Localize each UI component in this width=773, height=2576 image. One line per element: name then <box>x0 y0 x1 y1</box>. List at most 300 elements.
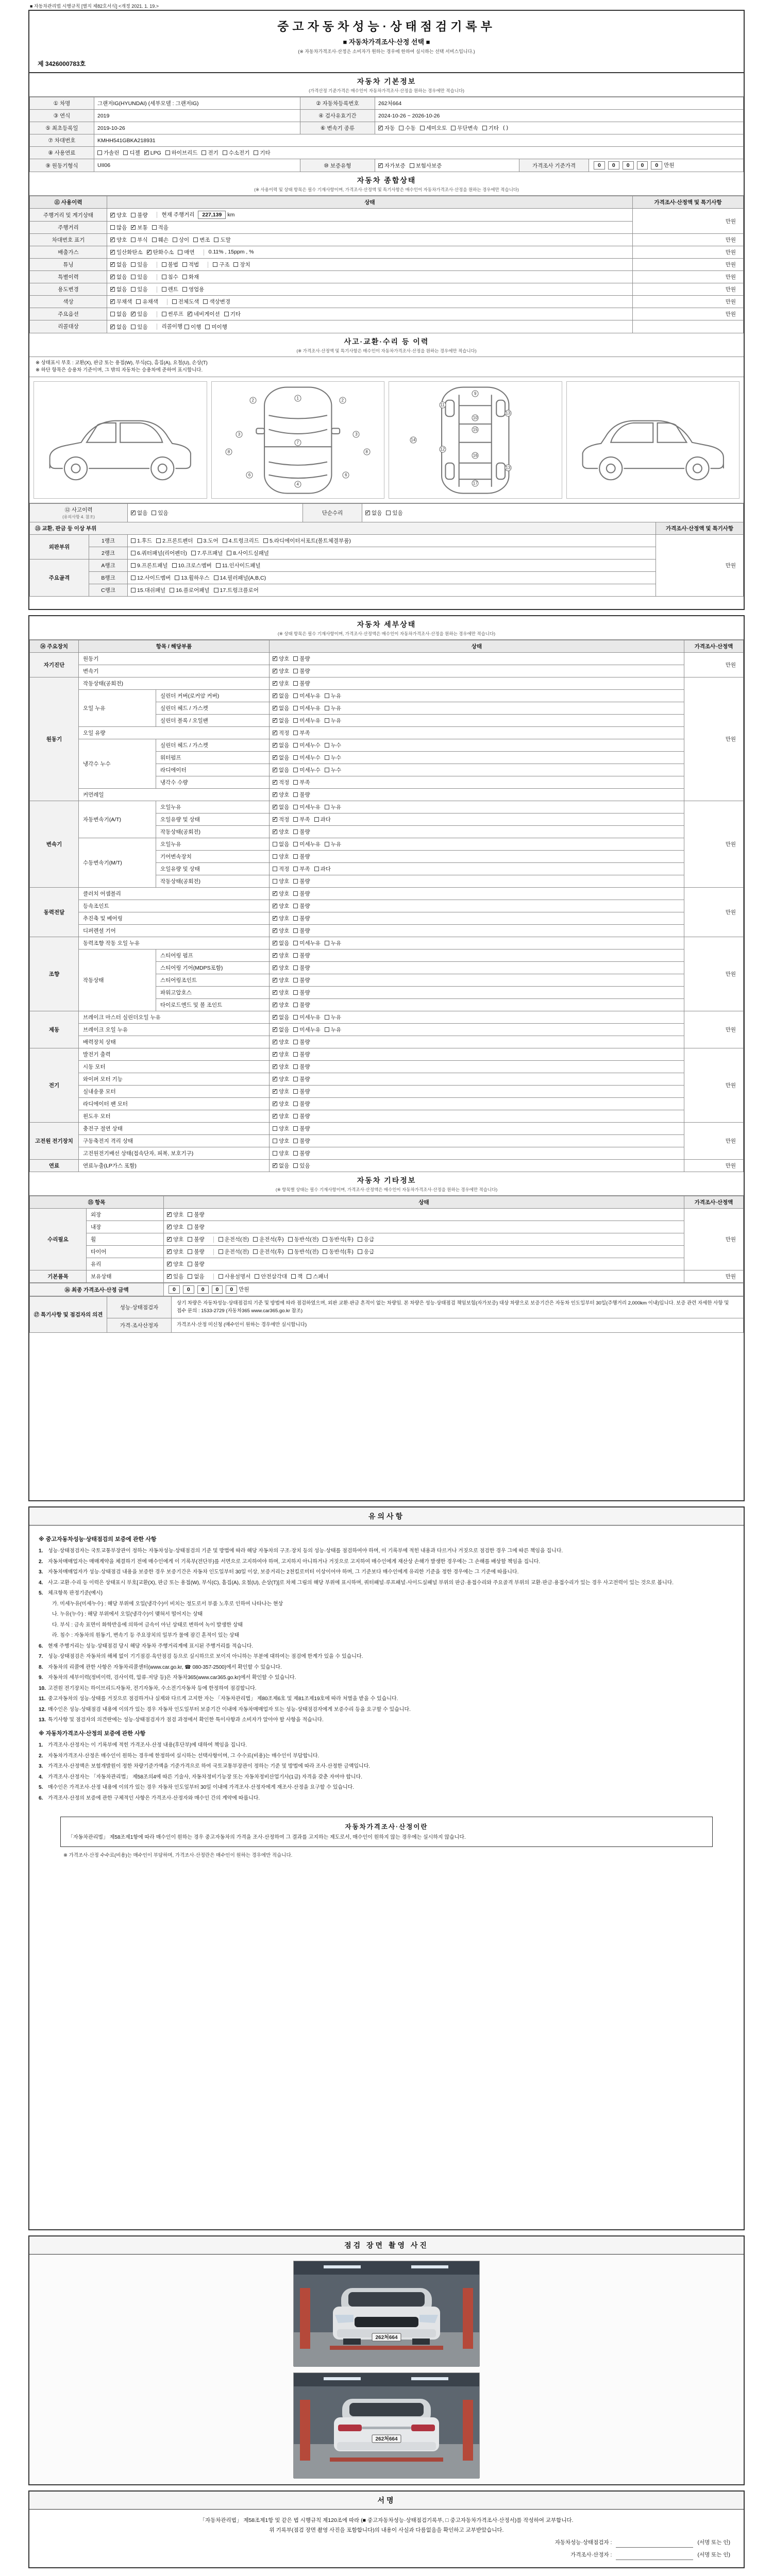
checkbox[interactable] <box>273 1064 277 1069</box>
checkbox[interactable] <box>293 669 298 673</box>
checkbox[interactable] <box>188 1274 192 1279</box>
checkbox[interactable] <box>131 551 136 555</box>
checkbox[interactable] <box>293 731 298 735</box>
checkbox[interactable] <box>293 768 298 772</box>
checkbox[interactable] <box>288 1249 293 1254</box>
checkbox[interactable] <box>325 1027 329 1032</box>
checkbox[interactable] <box>323 1249 327 1254</box>
checkbox[interactable] <box>325 706 329 710</box>
checkbox[interactable] <box>293 743 298 748</box>
checkbox[interactable] <box>325 718 329 723</box>
checkbox-label: 불량 <box>299 928 310 934</box>
checkbox[interactable] <box>223 538 227 543</box>
checkbox[interactable] <box>131 287 136 292</box>
checkbox[interactable] <box>110 275 115 279</box>
checkbox[interactable] <box>188 312 192 316</box>
checkbox[interactable] <box>273 1151 277 1156</box>
checkbox[interactable] <box>203 299 208 304</box>
checkbox[interactable] <box>293 1052 298 1057</box>
checkbox[interactable] <box>273 706 277 710</box>
checkbox[interactable] <box>188 1249 192 1254</box>
checkbox[interactable] <box>399 126 404 130</box>
checkbox-label: 15.대쉬패널 <box>137 587 166 594</box>
checkbox-item <box>203 298 230 306</box>
section-note: (※ 항목별 상태는 필수 기재사항이며, 가격조사·산정액은 매수인이 자동차가격조사·산정을 원하는 경우에만 적습니다) <box>275 1187 498 1192</box>
checkbox[interactable] <box>110 312 115 316</box>
checkbox-item <box>293 964 310 972</box>
checkbox[interactable] <box>482 126 487 130</box>
checkbox[interactable] <box>293 1027 298 1032</box>
checkbox[interactable] <box>255 1274 259 1279</box>
checkbox[interactable] <box>314 867 319 871</box>
checkbox[interactable] <box>273 743 277 748</box>
checkbox[interactable] <box>273 780 277 785</box>
checkbox[interactable] <box>293 879 298 884</box>
checkbox[interactable] <box>293 953 298 958</box>
checkbox-item <box>188 1260 204 1268</box>
checkbox[interactable] <box>131 275 136 279</box>
checkbox[interactable] <box>293 1126 298 1131</box>
checkbox-label: 불량 <box>299 1150 310 1157</box>
item-label: 실린더 헤드 / 가스켓 <box>156 739 270 752</box>
checkbox-item <box>293 655 310 663</box>
checkbox[interactable] <box>273 965 277 970</box>
checkbox[interactable] <box>273 805 277 809</box>
checkbox[interactable] <box>273 904 277 908</box>
checkbox-item <box>110 310 127 318</box>
checkbox[interactable] <box>293 656 298 661</box>
checkbox[interactable] <box>273 1015 277 1020</box>
checkbox[interactable] <box>293 755 298 760</box>
checkbox[interactable] <box>273 1027 277 1032</box>
checkbox[interactable] <box>201 150 206 155</box>
checkbox[interactable] <box>197 538 202 543</box>
checkbox[interactable] <box>293 1064 298 1069</box>
checkbox-label: 1.후드 <box>137 538 153 545</box>
checkbox[interactable] <box>293 941 298 945</box>
checkbox[interactable] <box>325 842 329 846</box>
checkbox-item <box>131 273 147 281</box>
checkbox[interactable] <box>193 238 198 242</box>
checkbox[interactable] <box>273 928 277 933</box>
checkbox[interactable] <box>131 511 136 515</box>
checkbox[interactable] <box>273 681 277 686</box>
checkbox-label: 불량 <box>299 1002 310 1008</box>
checkbox[interactable] <box>182 262 187 267</box>
value-box: 0 <box>651 161 662 170</box>
panel-number: 6 <box>343 472 349 479</box>
status-row <box>30 283 744 296</box>
checkbox[interactable] <box>162 287 166 292</box>
checkbox[interactable] <box>293 1151 298 1156</box>
checkbox[interactable] <box>175 575 179 580</box>
column-header: ⑮ 항목 <box>30 1196 164 1209</box>
checkbox[interactable] <box>131 262 136 267</box>
checkbox[interactable] <box>293 1003 298 1007</box>
panel-number: 9 <box>472 390 479 397</box>
checkbox[interactable] <box>110 262 115 267</box>
checkbox[interactable] <box>136 299 141 304</box>
item-label: 디퍼렌셜 기어 <box>79 925 270 937</box>
item-label: 작동상태(공회전) <box>156 826 270 838</box>
item-label: 냉각수 누수 <box>79 739 156 789</box>
checkbox-label: 7.루프패널 <box>197 550 223 557</box>
checkbox[interactable] <box>293 867 298 871</box>
checkbox[interactable] <box>293 780 298 785</box>
checkbox[interactable] <box>214 238 219 242</box>
checkbox[interactable] <box>358 1237 362 1242</box>
checkbox[interactable] <box>131 588 136 592</box>
item-label: 스티어링 기어(MDPS포함) <box>156 962 270 974</box>
checkbox-label: 10.크로스멤버 <box>178 563 212 569</box>
checkbox[interactable] <box>184 325 189 329</box>
checkbox-label: 없음 <box>279 804 290 810</box>
status-cell <box>270 1011 684 1024</box>
checkbox[interactable] <box>293 1163 298 1168</box>
checkbox[interactable] <box>273 817 277 822</box>
checkbox[interactable] <box>273 842 277 846</box>
checkbox-label: 미세누수 <box>299 767 321 773</box>
device-group-label: 기본품목 <box>30 1270 87 1283</box>
checkbox[interactable] <box>273 693 277 698</box>
checkbox[interactable] <box>293 965 298 970</box>
device-row <box>30 1258 744 1270</box>
checkbox-label: 없음 <box>137 510 148 517</box>
checkbox[interactable] <box>293 904 298 908</box>
value-box: 0 <box>623 161 634 170</box>
checkbox[interactable] <box>188 1262 192 1266</box>
checkbox[interactable] <box>273 891 277 896</box>
checkbox-item <box>293 989 310 996</box>
checkbox-label: 수동 <box>405 125 416 131</box>
checkbox[interactable] <box>152 225 157 230</box>
checkbox-item <box>182 273 199 281</box>
checkbox[interactable] <box>293 681 298 686</box>
device-row <box>30 925 744 937</box>
checkbox[interactable] <box>110 225 115 230</box>
checkbox-label: 있음 <box>137 274 148 280</box>
status-cell <box>270 1098 684 1110</box>
checkbox[interactable] <box>97 150 102 155</box>
status-cell <box>270 653 684 665</box>
checkbox-item <box>273 1100 289 1108</box>
checkbox[interactable] <box>110 250 115 255</box>
checkbox-label: 보험사보증 <box>415 162 442 169</box>
checkbox[interactable] <box>273 768 277 772</box>
item-label: 변속기 <box>79 665 270 677</box>
checkbox-label: 양호 <box>279 1089 290 1095</box>
device-group-label: 동력전달 <box>30 888 79 937</box>
checkbox[interactable] <box>273 1101 277 1106</box>
checkbox[interactable] <box>167 1274 172 1279</box>
checkbox[interactable] <box>378 163 383 168</box>
checkbox[interactable] <box>110 238 115 242</box>
checkbox-item <box>325 939 341 947</box>
checkbox[interactable] <box>219 1249 223 1254</box>
checkbox[interactable] <box>273 792 277 797</box>
checkbox[interactable] <box>293 916 298 921</box>
checkbox[interactable] <box>420 126 425 130</box>
checkbox[interactable] <box>254 150 258 155</box>
checkbox[interactable] <box>273 1139 277 1143</box>
checkbox[interactable] <box>273 1077 277 1081</box>
checkbox[interactable] <box>167 1262 172 1266</box>
checkbox-item <box>325 692 341 700</box>
checkbox[interactable] <box>173 238 177 242</box>
checkbox-item <box>131 323 147 331</box>
checkbox[interactable] <box>273 1114 277 1118</box>
status-cell <box>270 776 684 789</box>
checkbox[interactable] <box>273 941 277 945</box>
checkbox[interactable] <box>325 743 329 748</box>
checkbox[interactable] <box>131 213 136 217</box>
checkbox[interactable] <box>325 768 329 772</box>
status-cell <box>270 1110 684 1123</box>
checkbox[interactable] <box>170 588 174 592</box>
checkbox[interactable] <box>273 669 277 673</box>
checkbox[interactable] <box>172 299 177 304</box>
field-value: 2019 <box>94 110 300 122</box>
notice-subitem-text: 가. 미세누유(미세누수) : 해당 부위에 오일(냉각수)이 비치는 정도로서 부품 노후로 인하여 나타나는 현상 <box>52 1601 283 1607</box>
checkbox-label: 양호 <box>279 928 290 934</box>
checkbox[interactable] <box>227 551 231 555</box>
price-survey-select-subtitle: ■ 자동차가격조사·산정 선택 ■ <box>343 38 430 46</box>
checkbox[interactable] <box>167 1212 172 1217</box>
column-header: ⑭ 주요장치 <box>30 640 79 653</box>
checkbox[interactable] <box>410 163 414 168</box>
checkbox[interactable] <box>307 1274 311 1279</box>
checkbox[interactable] <box>273 854 277 859</box>
checkbox-label: 불량 <box>299 829 310 835</box>
checkbox[interactable] <box>131 538 136 543</box>
checkbox[interactable] <box>131 312 136 316</box>
checkbox[interactable] <box>325 693 329 698</box>
checkbox-label: 없음 <box>279 718 290 724</box>
checkbox[interactable] <box>293 990 298 995</box>
checkbox[interactable] <box>293 829 298 834</box>
checkbox[interactable] <box>293 1139 298 1143</box>
signature-body <box>29 2510 744 2567</box>
checkbox[interactable] <box>293 842 298 846</box>
checkbox[interactable] <box>223 150 227 155</box>
notice-item <box>39 1547 734 1556</box>
checkbox[interactable] <box>253 1249 258 1254</box>
checkbox[interactable] <box>188 1225 192 1229</box>
status-code-legend: ※ 상태표시 부호 : 교환(X), 판금 또는 용접(W), 부식(C), 흠집(A), 요철(U), 손상(T) <box>36 360 208 366</box>
checkbox[interactable] <box>263 538 268 543</box>
checkbox[interactable] <box>273 953 277 958</box>
checkbox[interactable] <box>293 854 298 859</box>
signature-row <box>43 2550 730 2560</box>
checkbox[interactable] <box>224 312 229 316</box>
checkbox[interactable] <box>293 817 298 822</box>
checkbox[interactable] <box>110 325 115 329</box>
checkbox[interactable] <box>273 1052 277 1057</box>
item-label: 스티어링조인트 <box>156 974 270 987</box>
checkbox[interactable] <box>253 1237 258 1242</box>
notice-item <box>39 1716 734 1725</box>
signature-suffix: (서명 또는 인) <box>697 2551 730 2558</box>
checkbox-label: 불량 <box>299 1113 310 1120</box>
checkbox[interactable] <box>214 588 219 592</box>
checkbox[interactable] <box>273 867 277 871</box>
checkbox[interactable] <box>293 1101 298 1106</box>
checkbox[interactable] <box>293 1114 298 1118</box>
table-header-row <box>30 1196 744 1209</box>
checkbox[interactable] <box>162 262 166 267</box>
notice-item-number: 6. <box>39 1795 43 1801</box>
checkbox[interactable] <box>293 706 298 710</box>
checkbox[interactable] <box>182 287 187 292</box>
checkbox[interactable] <box>123 150 128 155</box>
checkbox[interactable] <box>188 1237 192 1242</box>
checkbox[interactable] <box>152 511 156 515</box>
price-cell: 만원 <box>633 259 744 271</box>
checkbox[interactable] <box>156 538 161 543</box>
checkbox[interactable] <box>219 1274 223 1279</box>
column-header: 가격조사·산정액 <box>684 640 744 653</box>
checkbox[interactable] <box>293 805 298 809</box>
checkbox-label: 미세누유 <box>299 804 321 810</box>
status-row <box>30 308 744 320</box>
status-cell <box>270 752 684 764</box>
checkbox[interactable] <box>293 978 298 982</box>
checkbox-item <box>293 952 310 959</box>
checkbox[interactable] <box>144 150 149 155</box>
checkbox[interactable] <box>273 879 277 884</box>
checkbox-item <box>136 298 158 306</box>
checkbox[interactable] <box>273 718 277 723</box>
checkbox-label: 불량 <box>299 854 310 860</box>
checkbox[interactable] <box>162 312 166 316</box>
checkbox[interactable] <box>233 262 238 267</box>
checkbox[interactable] <box>293 792 298 797</box>
device-row <box>30 1086 744 1098</box>
checkbox[interactable] <box>273 1040 277 1044</box>
checkbox[interactable] <box>451 126 456 130</box>
checkbox[interactable] <box>273 731 277 735</box>
checkbox[interactable] <box>273 916 277 921</box>
checkbox[interactable] <box>358 1249 362 1254</box>
rank-label: C랭크 <box>89 584 128 597</box>
checkbox[interactable] <box>378 126 383 130</box>
checkbox[interactable] <box>167 1249 172 1254</box>
signature-suffix: (서명 또는 인) <box>697 2539 730 2546</box>
checkbox-label: 불량 <box>299 792 310 798</box>
checkbox[interactable] <box>131 575 136 580</box>
checkbox[interactable] <box>273 1003 277 1007</box>
checkbox[interactable] <box>147 250 152 255</box>
checkbox-label: 미세누유 <box>299 940 321 946</box>
checkbox[interactable] <box>213 262 217 267</box>
checkbox-label: 운전석(후) <box>259 1236 284 1243</box>
checkbox[interactable] <box>293 1040 298 1044</box>
checkbox[interactable] <box>110 299 115 304</box>
checkbox[interactable] <box>165 150 170 155</box>
status-cell <box>270 801 684 814</box>
checkbox-item <box>255 1273 287 1280</box>
checkbox[interactable] <box>131 225 136 230</box>
checkbox-label: 과다 <box>320 817 331 823</box>
item-label: 동력조향 작동 오일 누유 <box>79 937 270 950</box>
checkbox[interactable] <box>325 805 329 809</box>
checkbox[interactable] <box>182 275 187 279</box>
field-value <box>375 122 744 134</box>
section-title: 자동차 종합상태 <box>357 176 416 184</box>
checkbox[interactable] <box>110 287 115 292</box>
checkbox[interactable] <box>205 325 210 329</box>
checkbox-item <box>293 1125 310 1132</box>
checkbox-item <box>167 1248 183 1256</box>
checkbox[interactable] <box>325 1015 329 1020</box>
checkbox[interactable] <box>131 238 136 242</box>
checkbox[interactable] <box>131 563 136 568</box>
checkbox[interactable] <box>273 978 277 982</box>
checkbox[interactable] <box>219 1237 223 1242</box>
checkbox[interactable] <box>273 1126 277 1131</box>
checkbox[interactable] <box>293 891 298 896</box>
checkbox-item <box>273 778 289 786</box>
checkbox[interactable] <box>188 1212 192 1217</box>
checkbox[interactable] <box>325 755 329 760</box>
checkbox-item <box>293 754 321 761</box>
checkbox[interactable] <box>293 1015 298 1020</box>
checkbox[interactable] <box>110 213 115 217</box>
status-row <box>30 259 744 271</box>
checkbox[interactable] <box>273 656 277 661</box>
checkbox[interactable] <box>273 990 277 995</box>
notice-item-number: 3. <box>39 1569 43 1575</box>
checkbox[interactable] <box>288 1237 293 1242</box>
checkbox[interactable] <box>325 941 329 945</box>
notice-item-text: 특기사항 및 점검자의 의견란에는 성능·상태점검자가 점검 과정에서 확인한 특이사항과 소비자가 알아야 할 사항을 적습니다. <box>48 1717 324 1723</box>
checkbox[interactable] <box>323 1237 327 1242</box>
checkbox-label: 없음 <box>279 755 290 761</box>
checkbox[interactable] <box>273 755 277 760</box>
checkbox[interactable] <box>293 928 298 933</box>
checkbox[interactable] <box>178 250 182 255</box>
basic-info-row <box>30 147 744 159</box>
checkbox[interactable] <box>131 325 136 329</box>
checkbox-item <box>451 124 478 132</box>
checkbox-label: 미세누유 <box>299 718 321 724</box>
checkbox[interactable] <box>167 1237 172 1242</box>
checkbox[interactable] <box>293 693 298 698</box>
checkbox-item <box>273 1075 289 1083</box>
checkbox[interactable] <box>293 1077 298 1081</box>
checkbox[interactable] <box>162 275 166 279</box>
simple-repair-status <box>362 504 744 522</box>
checkbox[interactable] <box>152 238 157 242</box>
checkbox[interactable] <box>167 1225 172 1229</box>
checkbox[interactable] <box>293 718 298 723</box>
checkbox[interactable] <box>273 1089 277 1094</box>
checkbox[interactable] <box>386 511 391 515</box>
checkbox[interactable] <box>293 1089 298 1094</box>
checkbox[interactable] <box>273 829 277 834</box>
notice-item-number: 2. <box>39 1753 43 1759</box>
checkbox[interactable] <box>172 563 177 568</box>
checkbox-label: 양호 <box>173 1212 184 1218</box>
checkbox[interactable] <box>216 563 221 568</box>
checkbox[interactable] <box>191 551 196 555</box>
checkbox[interactable] <box>273 1163 277 1168</box>
checkbox[interactable] <box>291 1274 296 1279</box>
checkbox[interactable] <box>314 817 319 822</box>
checkbox-item <box>227 549 269 557</box>
checkbox[interactable] <box>365 511 370 515</box>
checkbox[interactable] <box>214 575 219 580</box>
